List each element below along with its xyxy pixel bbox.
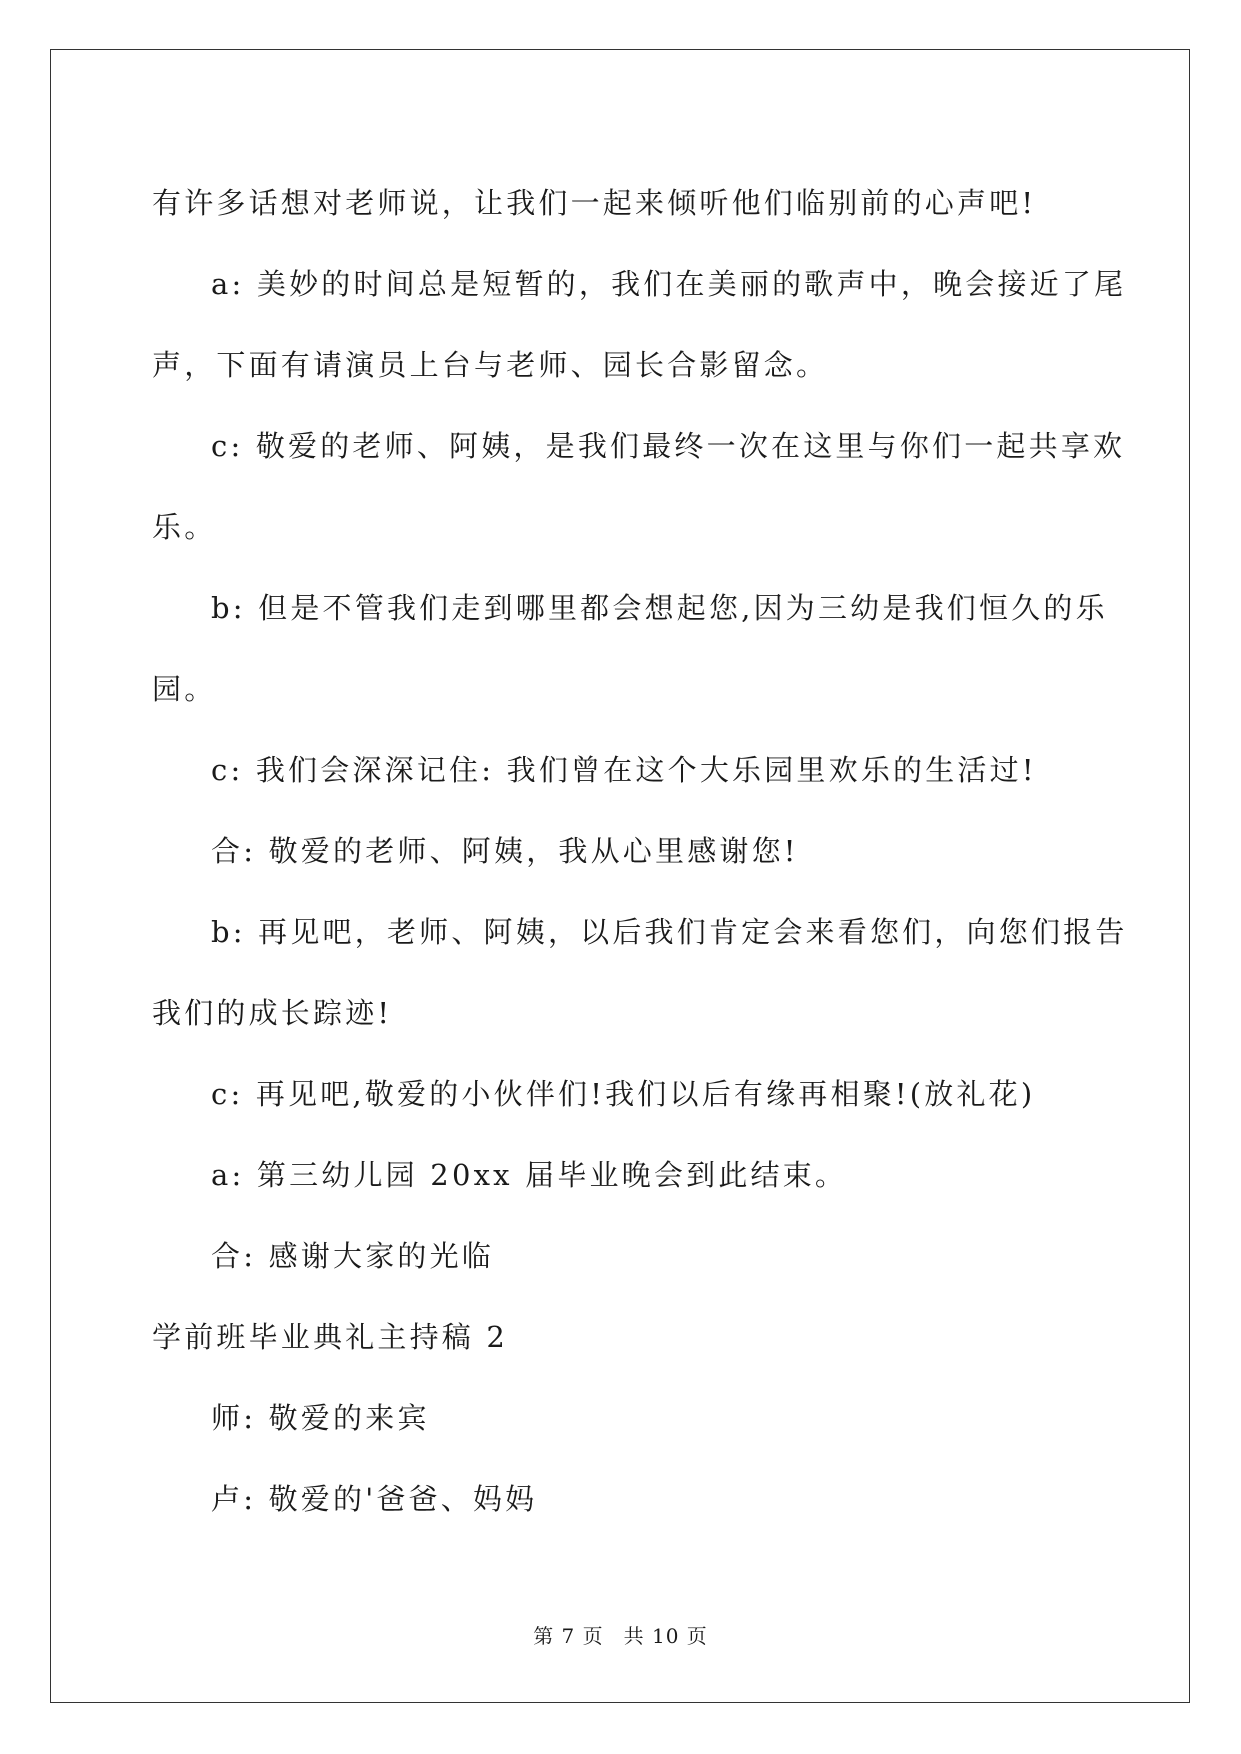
text-line: c: 敬爱的老师、阿姨，是我们最终一次在这里与你们一起共享欢 (211, 429, 1126, 463)
page-total: 共 10 页 (623, 1624, 708, 1648)
text-line: a: 第三幼儿园 20xx 届毕业晚会到此结束。 (211, 1158, 848, 1192)
text-line: 声，下面有请演员上台与老师、园长合影留念。 (152, 348, 829, 382)
text-line: a: 美妙的时间总是短暂的，我们在美丽的歌声中，晚会接近了尾 (211, 267, 1127, 301)
text-line: b: 但是不管我们走到哪里都会想起您,因为三幼是我们恒久的乐 (211, 591, 1108, 625)
text-line: 园。 (152, 672, 217, 706)
text-line: 合: 敬爱的老师、阿姨，我从心里感谢您! (211, 834, 799, 868)
section-heading: 学前班毕业典礼主持稿 2 (152, 1320, 509, 1354)
text-line: 师: 敬爱的来宾 (211, 1401, 430, 1435)
page-footer (0, 1623, 1241, 1649)
text-line: c: 再见吧,敬爱的小伙伴们!我们以后有缘再相聚!(放礼花) (211, 1077, 1036, 1111)
text-line: 卢: 敬爱的'爸爸、妈妈 (211, 1482, 538, 1516)
text-line: 我们的成长踪迹! (152, 996, 393, 1030)
text-line: b: 再见吧，老师、阿姨，以后我们肯定会来看您们，向您们报告 (211, 915, 1128, 949)
text-line: 合: 感谢大家的光临 (211, 1239, 494, 1273)
text-line: c: 我们会深深记住: 我们曾在这个大乐园里欢乐的生活过! (211, 753, 1037, 787)
page-number: 第 7 页 (533, 1624, 604, 1648)
text-line: 乐。 (152, 510, 217, 544)
document-body (152, 163, 1128, 1540)
text-line: 有许多话想对老师说，让我们一起来倾听他们临别前的心声吧! (152, 186, 1037, 220)
